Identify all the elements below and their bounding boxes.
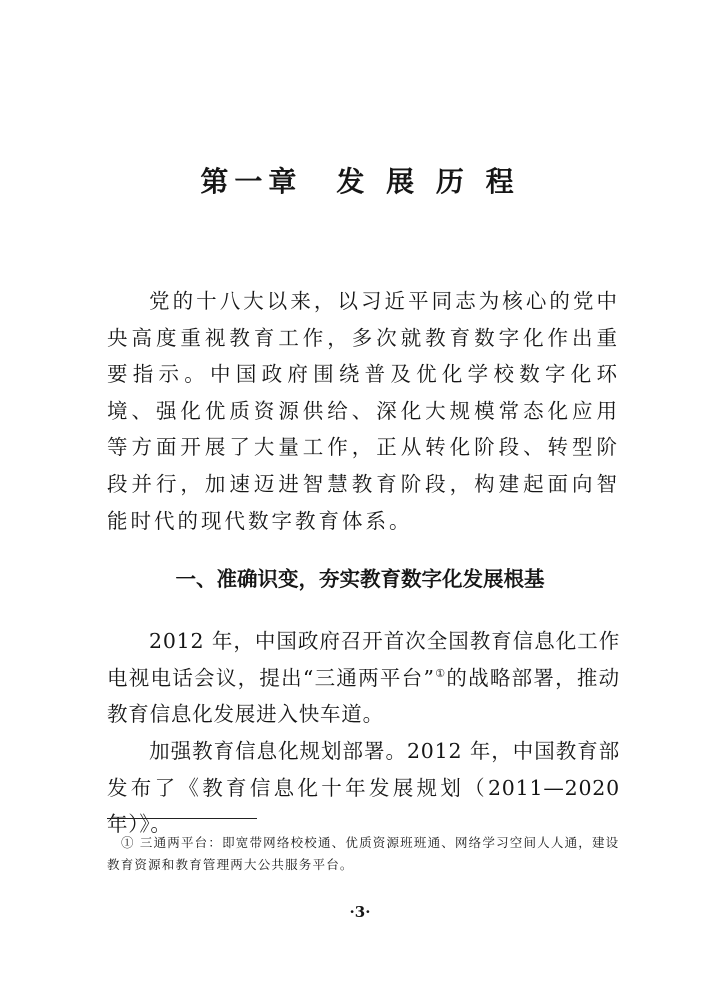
intro-text: 党的十八大以来，以习近平同志为核心的党中央高度重视教育工作，多次就教育数字化作出重要指示。中国政府围绕普及优化学校数字化环境、强化优质资源供给、深化大规模常态化应用等方面开展了大量工作，正从转化阶段、转型阶段并行，加速迈进智慧教育阶段，构建起面向智能时代的现代数字教育体系。: [107, 289, 620, 533]
footnote-text: ① 三通两平台：即宽带网络校校通、优质资源班班通、网络学习空间人人通，建设教育资源和教育管理两大公共服务平台。: [107, 835, 620, 872]
footnote-divider: [107, 818, 257, 819]
intro-paragraph: [107, 283, 620, 539]
section-paragraph-1-text-a: 2012 年，中国政府召开首次全国教育信息化工作电视电话会议，提出“三通两平台”: [107, 629, 620, 690]
section-paragraph-1-text-b: 的战略部署，推动教育信息化发展进入快车道。: [107, 665, 620, 727]
section-heading: 一、准确识变，夯实教育数字化发展根基: [175, 567, 545, 591]
footnote: [107, 832, 620, 876]
footnote-reference: ①: [434, 666, 447, 680]
page-number: ·3·: [349, 903, 371, 921]
section-paragraph-2-text: 加强教育信息化规划部署。2012 年，中国教育部发布了《教育信息化十年发展规划（2011—2020 年）》。: [107, 739, 620, 837]
chapter-title: 第一章 发 展 历 程: [200, 165, 520, 198]
section-paragraph-1: [107, 623, 620, 733]
section-paragraph-2: [107, 733, 620, 843]
